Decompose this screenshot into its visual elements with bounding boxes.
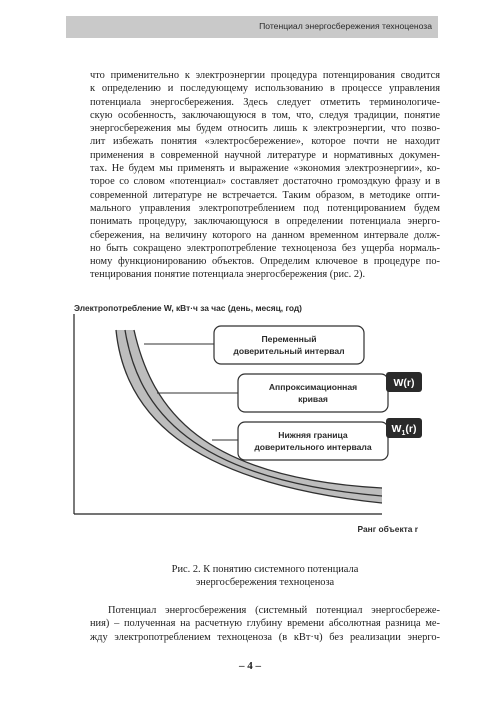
- paragraph-1: [90, 69, 440, 282]
- running-head-title: Потенциал энергосбережения техноценоза: [259, 21, 432, 31]
- caption-line: энергосбережения техноценоза: [195, 577, 335, 589]
- text-line: к определению и последующему использованию в процессе управления: [90, 83, 440, 95]
- text-line: жду электропотреблением техноценоза (в кВт·ч) без реализации энерго-: [90, 631, 440, 643]
- callout-interval-box: [214, 326, 364, 364]
- text-line: тенцирования понятие потенциала энергосбережения (рис. 2).: [90, 269, 366, 281]
- text-line: применения в современной научной литературе и нормативных докумен-: [90, 149, 440, 161]
- text-line: современной литературе не встречается. Таким образом, в методике опти-: [90, 189, 440, 201]
- text-line: лит избежать понятия «электросбережение», которое почти не находит: [90, 136, 440, 148]
- text-line: ному функционированию объектов. Определим ключевое в процедуре по-: [90, 256, 440, 268]
- text-line: тах. Не будем мы применять и выражение «экономия электроэнергии», ко-: [90, 163, 440, 175]
- lower-bound-label-arg: (r): [405, 423, 417, 435]
- running-head: [66, 16, 438, 38]
- lower-bound-label-main: W: [391, 423, 402, 435]
- text-line: понимать процедуру, заключающуюся в определении потенциала энерго-: [90, 216, 440, 228]
- callout-curve-line2: кривая: [298, 394, 328, 404]
- figure-caption: [100, 563, 430, 590]
- callout-curve-line1: Аппроксимационная: [268, 382, 358, 392]
- callout-lower-box: [238, 422, 388, 460]
- figure-2: [62, 300, 442, 540]
- x-axis-label: Ранг объекта r: [357, 524, 418, 534]
- text-line: но быть сокращено электропотребление техноценоза без ущерба нормаль-: [90, 242, 440, 254]
- callout-lower-line2: доверительного интервала: [254, 442, 372, 452]
- callout-curve-box: [238, 374, 388, 412]
- callout-interval-line2: доверительный интервал: [233, 346, 345, 356]
- figure-diagram: [62, 300, 442, 540]
- callout-interval-line1: Переменный: [261, 334, 317, 344]
- curve-label: W(r): [393, 377, 415, 389]
- text-line: энергосбережения мы будем относить лишь к электроэнергии, что позво-: [90, 123, 440, 135]
- callout-lower-line1: Нижняя граница: [278, 430, 348, 440]
- page-number: – 4 –: [239, 660, 261, 672]
- text-line: мального управления электропотреблением под потенцированием будем: [90, 202, 440, 214]
- text-line: Потенциал энергосбережения (системный потенциал энергосбереже-: [108, 605, 440, 616]
- paragraph-2: [90, 604, 440, 644]
- text-line: скую особенность, заключающуюся в том, что, следуя традиции, понятие: [90, 109, 440, 121]
- lower-bound-label-sub: 1: [401, 430, 406, 437]
- text-line: сбережения, на величину которого на данном временном интервале долж-: [90, 229, 440, 241]
- text-line: что применительно к электроэнергии процедура потенцирования сводится: [90, 70, 440, 81]
- text-line: ния) – полученная на расчетную глубину времени абсолютная разница ме-: [90, 618, 440, 630]
- text-line: потенциала энергосбережения. Здесь следует отметить терминологиче-: [90, 96, 440, 108]
- text-line: торое со словом «потенциал» составляет достаточно громоздкую фразу и в: [90, 176, 440, 188]
- y-axis-label: Электропотребление W, кВт·ч за час (день, месяц, год): [74, 303, 302, 313]
- caption-line: Рис. 2. К понятию системного потенциала: [171, 564, 359, 575]
